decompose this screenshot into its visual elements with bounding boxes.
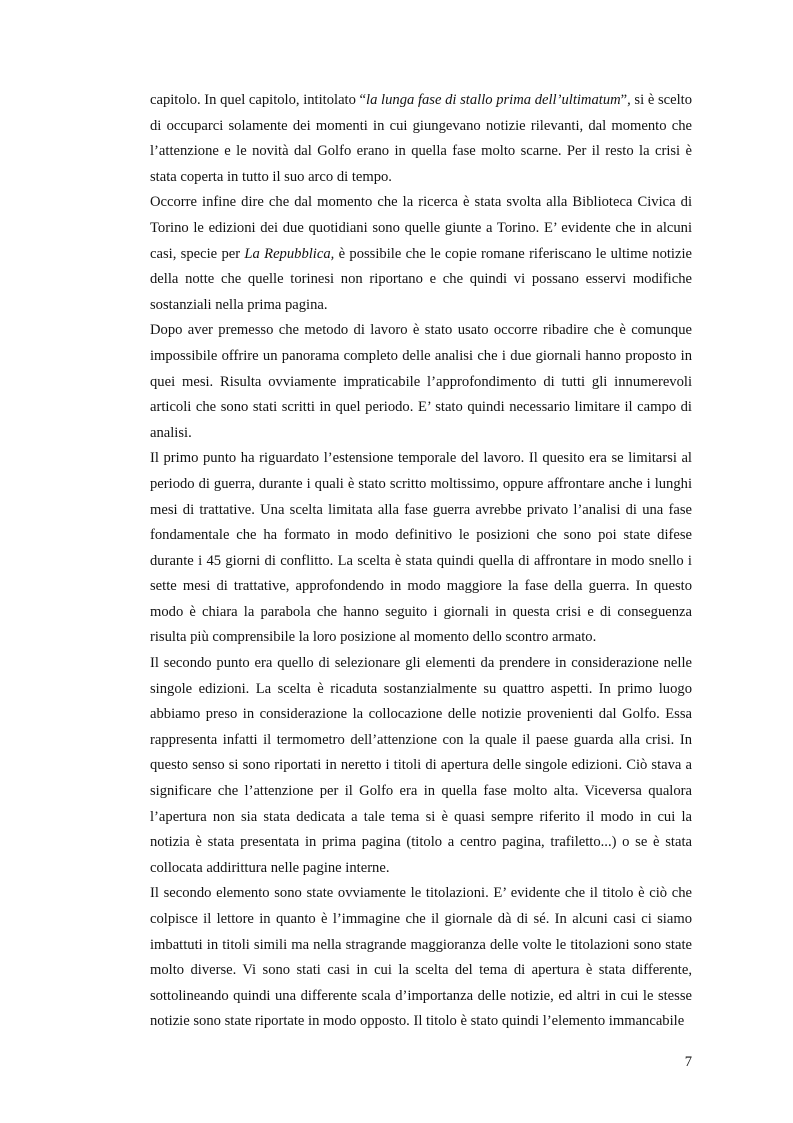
document-body: [150, 88, 692, 1035]
paragraph-text: capitolo. In quel capitolo, intitolato “: [150, 92, 367, 108]
paragraph-text: Occorre infine dire che dal momento che la ricerca è stata svolta alla Biblioteca Civica di Torino le edizioni dei due quotidiani sono quelle giunte a Torino. E’ evidente che in alcuni casi, specie per: [150, 194, 692, 262]
paragraph-text: Il secondo elemento sono state ovviamente le titolazioni. E’ evidente che il titolo è ciò che colpisce il lettore in quanto è l’immagine che il giornale dà di sé. In alcuni casi ci siamo imbattuti in titoli simili ma nella stragrande maggioranza delle volte le titolazioni sono state molto diverse. Vi sono stati casi in cui la scelta del tema di apertura è stata differente, sottolineando quindi una differente scala d’importanza delle notizie, ed altri in cui le stesse notizie sono state riportate in modo opposto. Il titolo è stato quindi l’elemento immancabile: [150, 885, 692, 1030]
paragraph-text: Il secondo punto era quello di selezionare gli elementi da prendere in considerazione nelle singole edizioni. La scelta è ricaduta sostanzialmente su quattro aspetti. In primo luogo abbiamo preso in considerazione la collocazione delle notizie provenienti dal Golfo. Essa rappresenta infatti il termometro dell’attenzione con la quale il paese guarda alla crisi. In questo senso si sono riportati in neretto i titoli di apertura delle singole edizioni. Ciò stava a significare che l’attenzione per il Golfo era in quella fase molto alta. Viceversa qualora l’apertura non sia stata dedicata a tale tema si è quasi sempre riferito il modo in cui la notizia è stata presentata in prima pagina (titolo a centro pagina, trafiletto...) o se è stata collocata addirittura nelle pagine interne.: [150, 655, 692, 876]
paragraph-5: [150, 651, 692, 881]
newspaper-name-italic: La Repubblica,: [244, 245, 335, 262]
paragraph-text: Dopo aver premesso che metodo di lavoro è stato usato occorre ribadire che è comunque impossibile offrire un panorama completo delle analisi che i due giornali hanno proposto in quei mesi. Risulta ovviamente impraticabile l’approfondimento di tutti gli innumerevoli articoli che sono stati scritti in quel periodo. E’ stato quindi necessario limitare il campo di analisi.: [150, 322, 692, 441]
paragraph-3: [150, 318, 692, 446]
chapter-title-italic: la lunga fase di stallo prima dell’ultimatum: [366, 92, 621, 108]
paragraph-1: [150, 88, 692, 190]
paragraph-text: è possibile che le copie romane riferiscano le ultime notizie della notte che quelle torinesi non riportano e che quindi vi possano esservi modifiche sostanziali nella prima pagina.: [150, 245, 692, 313]
paragraph-text: ”, si è scelto di occuparci solamente dei momenti in cui giungevano notizie rilevanti, dal momento che l’attenzione e le novità dal Golfo erano in quella fase molto scarne. Per il resto la crisi è stata coperta in tutto il suo arco di tempo.: [150, 92, 692, 185]
paragraph-6: [150, 881, 692, 1035]
page-number: 7: [684, 1054, 692, 1070]
paragraph-2: [150, 190, 692, 318]
paragraph-4: [150, 446, 692, 651]
paragraph-text: Il primo punto ha riguardato l’estensione temporale del lavoro. Il quesito era se limitarsi al periodo di guerra, durante i quali è stato scritto moltissimo, oppure affrontare anche i lunghi mesi di trattative. Una scelta limitata alla fase guerra avrebbe privato l’analisi di una fase fondamentale che ha formato in modo definitivo le posizioni che sono poi state difese durante i 45 giorni di conflitto. La scelta è stata quindi quella di affrontare in modo snello i sette mesi di trattative, approfondendo in modo maggiore la fase della guerra. In questo modo è chiara la parabola che hanno seguito i giornali in questa crisi e di conseguenza risulta più comprensibile la loro posizione al momento dello scontro armato.: [150, 450, 692, 646]
